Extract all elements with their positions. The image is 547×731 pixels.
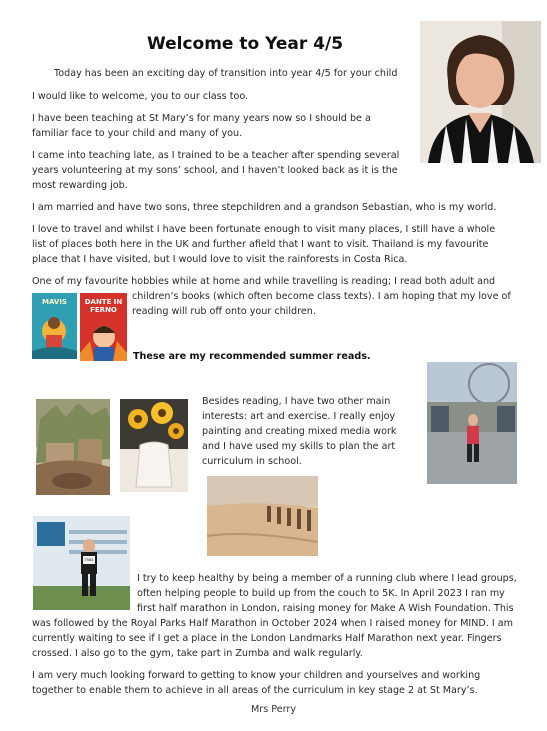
paragraph-teaching-years: I have been teaching at St Mary’s for many years now so I should be a familiar face to your child and many of you. bbox=[32, 113, 371, 139]
artwork-sunflowers-painting bbox=[120, 399, 188, 492]
paragraph-running-start: I try to keep healthy by being a member of a running club where I lead groups, often helping people to build up from the couch to 5K. In April 2023 I ran my first half marathon in London, raising money for Make A Wish Foundation. This bbox=[137, 573, 517, 614]
paragraph-reading-start: One of my favourite hobbies while at home and while travelling is reading; I read both adult and bbox=[32, 276, 496, 287]
book-cover-mavis-title: MAVIS bbox=[42, 298, 67, 306]
marathon-street-photo bbox=[427, 362, 517, 484]
artwork-beach-painting bbox=[207, 476, 318, 556]
half-marathon-board-photo bbox=[33, 516, 130, 610]
book-cover-mavis bbox=[32, 293, 77, 359]
teacher-portrait-photo bbox=[420, 21, 541, 163]
paragraph-career: I came into teaching late, as I trained to be a teacher after spending several years volunteering at my sons’ school, and I haven’t looked back as it is the most rewarding job. bbox=[32, 150, 400, 191]
runner-bib-number: 7584 bbox=[84, 558, 94, 562]
recommended-reads-caption: These are my recommended summer reads. bbox=[133, 351, 371, 362]
paragraph-running-cont: was followed by the Royal Parks Half Marathon in October 2024 when I raised money for MIND. I am currently waiting to see if I get a place in the London Landmarks Half Marathon next year. Fingers crossed. I also go to the gym, take part in Zumba and walk regularly. bbox=[32, 618, 513, 659]
page-title: Welcome to Year 4/5 bbox=[146, 34, 344, 54]
signature: Mrs Perry bbox=[250, 704, 296, 715]
book-cover-dante-title: DANTE IN FERNO bbox=[84, 298, 123, 314]
paragraph-reading-cont: children’s books (which often become class texts). I am hoping that my love of reading will rub off onto your children. bbox=[132, 291, 511, 317]
paragraph-travel: I love to travel and whilst I have been fortunate enough to visit many places, I still have a whole list of places both here in the UK and further afield that I want to visit. Thailand is my favourite place that I have visited, but I would love to visit the rainforests in Costa Rica. bbox=[32, 224, 496, 265]
paragraph-family: I am married and have two sons, three stepchildren and a grandson Sebastian, who is my world. bbox=[32, 202, 497, 213]
intro-line: Today has been an exciting day of transition into year 4/5 for your child bbox=[54, 68, 398, 79]
paragraph-welcome: I would like to welcome, you to our class too. bbox=[32, 91, 249, 102]
artwork-village-painting bbox=[36, 399, 110, 495]
paragraph-interests: Besides reading, I have two other main interests: art and exercise. I really enjoy painting and creating mixed media work and I have used my skills to plan the art curriculum in school. bbox=[202, 396, 397, 467]
book-cover-dante-in-ferno bbox=[80, 293, 127, 361]
paragraph-closing: I am very much looking forward to getting to know your children and yourselves and working together to enable them to achieve in all areas of the curriculum in key stage 2 at St Mary’s. bbox=[32, 670, 481, 696]
